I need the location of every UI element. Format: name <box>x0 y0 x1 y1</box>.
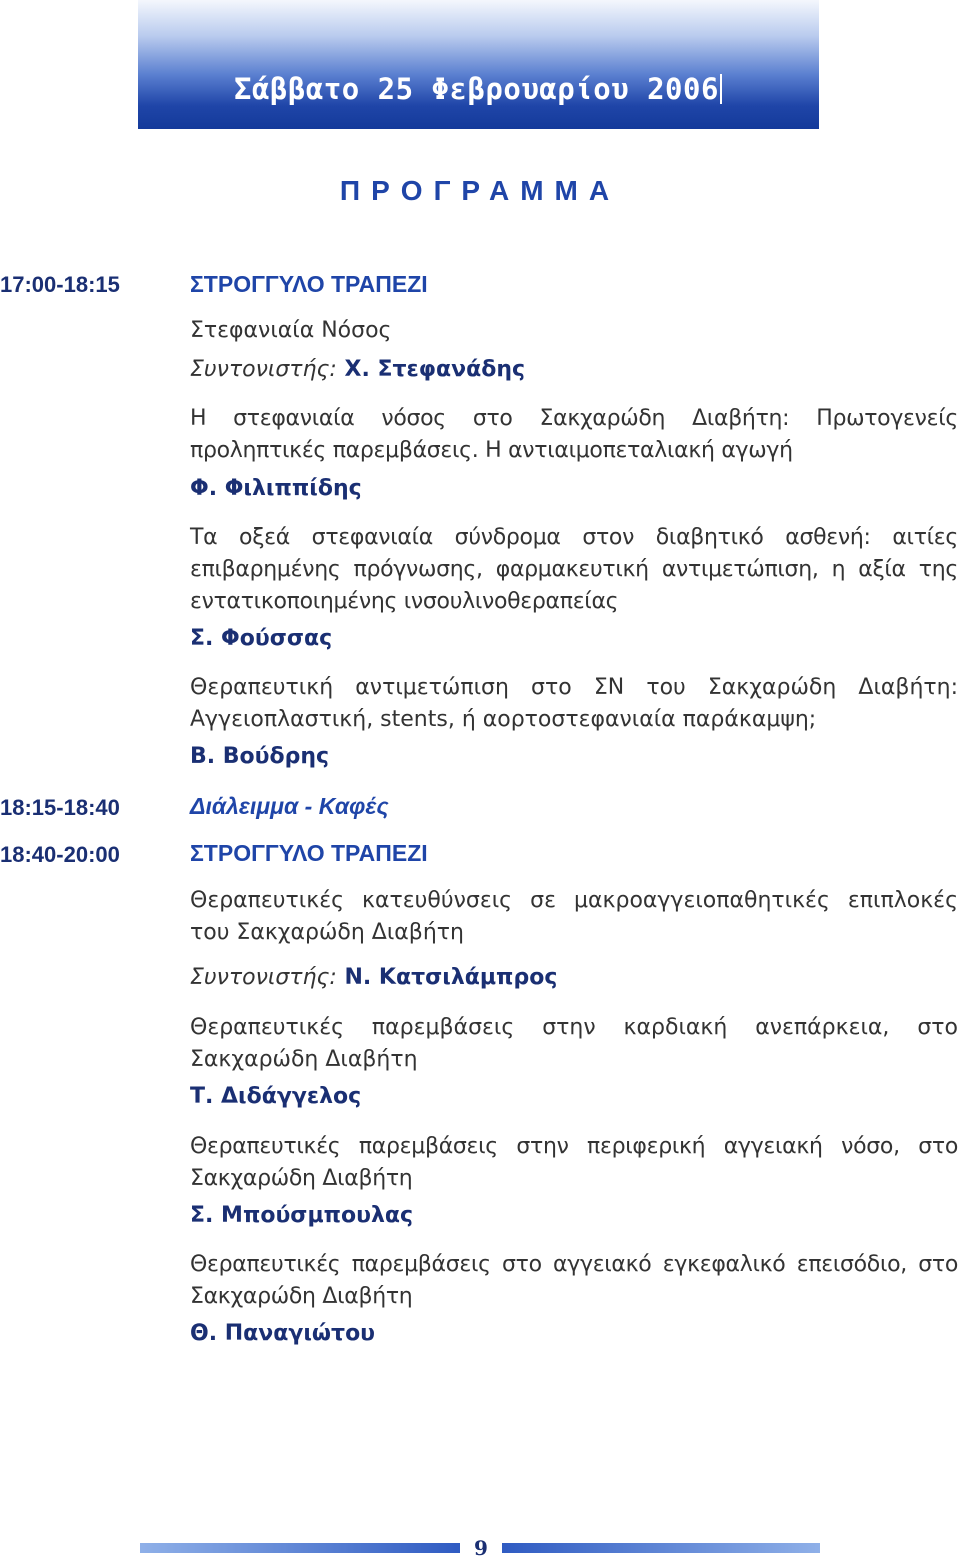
session-topic: Θεραπευτικές κατευθύνσεις σε μακροαγγειοπαθητικές επιπλοκές του Σακχαρώδη Διαβήτη <box>190 888 958 945</box>
session-title: ΣΤΡΟΓΓΥΛΟ ΤΡΑΠΕΖΙ <box>190 271 428 297</box>
talk-title: Θεραπευτικές παρεμβάσεις στην περιφερική αγγειακή νόσο, στο Σακχαρώδη Διαβήτη <box>190 1134 958 1191</box>
session-coordinator <box>190 965 557 990</box>
session-time: 17:00-18:15 <box>0 272 120 297</box>
talk-speaker: Θ. Παναγιώτου <box>190 1321 376 1346</box>
talk-title: Τα οξεά στεφανιαία σύνδρομα στον διαβητικό ασθενή: αιτίες επιβαρημένης πρόγνωσης, φαρμακευτική αντιμετώπιση, η αξία της εντατικοποιημένης ινσουλινοθεραπείας <box>190 525 958 614</box>
talk-speaker: Σ. Φούσσας <box>190 626 333 651</box>
session-topic: Στεφανιαία Νόσος <box>190 318 392 343</box>
footer-bar-right <box>502 1543 820 1553</box>
break-title: Διάλειμμα - Καφές <box>190 793 389 819</box>
session-title: ΣΤΡΟΓΓΥΛΟ ΤΡΑΠΕΖΙ <box>190 840 428 866</box>
banner-title: Σάββατο 25 Φεβρουαρίου 2006 <box>234 72 722 106</box>
talk-title: Θεραπευτικές παρεμβάσεις στο αγγειακό εγκεφαλικό επεισόδιο, στο Σακχαρώδη Διαβήτη <box>190 1252 958 1309</box>
talk-speaker: Σ. Μπούσμπουλας <box>190 1203 414 1228</box>
session-coordinator <box>190 357 525 382</box>
coordinator-label: Συντονιστής: <box>190 965 337 990</box>
talk-title: Θεραπευτική αντιμετώπιση στο ΣΝ του Σακχαρώδη Διαβήτη: Αγγειοπλαστική, stents, ή αορτοστεφανιαία παράκαμψη; <box>190 675 958 732</box>
page-title: ΠΡΟΓΡΑΜΜΑ <box>339 175 621 206</box>
talk-speaker: Φ. Φιλιππίδης <box>190 476 362 501</box>
talk-title: Θεραπευτικές παρεμβάσεις στην καρδιακή ανεπάρκεια, στο Σακχαρώδη Διαβήτη <box>190 1015 958 1072</box>
coordinator-label: Συντονιστής: <box>190 357 337 382</box>
session-time: 18:15-18:40 <box>0 795 120 820</box>
coordinator-name: Χ. Στεφανάδης <box>344 357 526 382</box>
page-number: 9 <box>474 1536 488 1560</box>
talk-speaker: Β. Βούδρης <box>190 744 330 769</box>
text-cursor-icon <box>720 74 722 104</box>
footer-bar-left <box>140 1543 460 1553</box>
header-banner <box>138 0 819 129</box>
talk-speaker: Τ. Διδάγγελος <box>190 1084 362 1109</box>
session-time: 18:40-20:00 <box>0 842 120 867</box>
coordinator-name: Ν. Κατσιλάμπρος <box>344 965 558 990</box>
talk-title: Η στεφανιαία νόσος στο Σακχαρώδη Διαβήτη: Πρωτογενείς προληπτικές παρεμβάσεις. Η αντιαιμοπεταλιακή αγωγή <box>190 406 958 463</box>
